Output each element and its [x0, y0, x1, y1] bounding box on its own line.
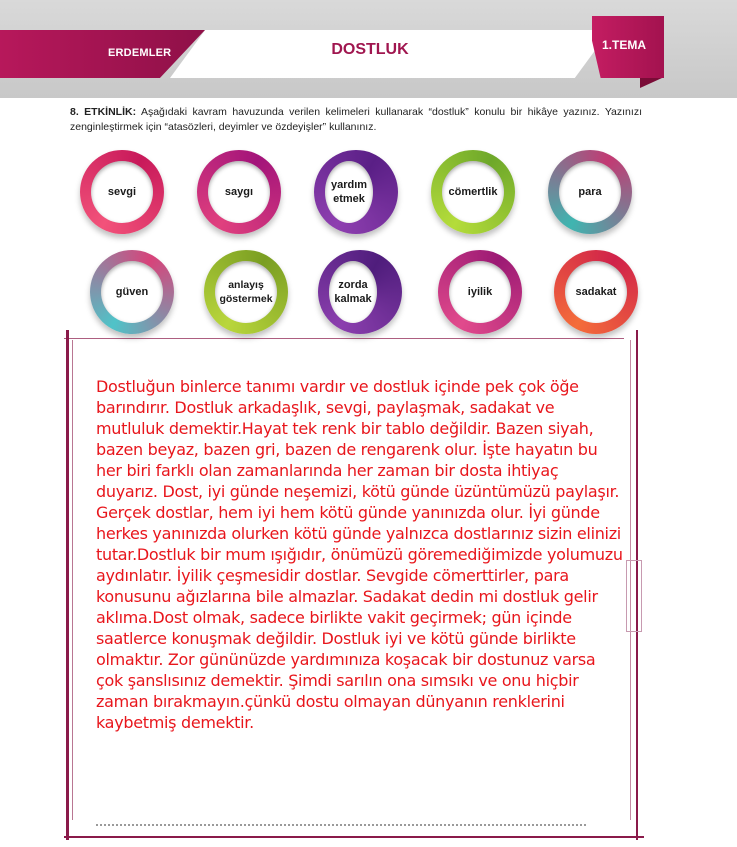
frame-top [64, 338, 624, 339]
story-text: Dostluğun binlerce tanımı vardır ve dostluk içinde pek çok öğe barındırır. Dostluk arkadaşlık, sevgi, paylaşmak, sadakat ve mutluluk demektir.Hayat tek renk bir tablo değildir. Bazen siyah, bazen beyaz, bazen gri, bazen de rengarenk olur. İşte hayatın bu her biri farklı olan zamanlarında her zaman bir dosta ihtiyaç duyarız. Dost, iyi günde neşemizi, kötü günde üzüntümüzü paylaşır. Gerçek dostlar, hem iyi hem kötü günde yanınızda olur. İyi günde herkes yanınızda olurken kötü günde yalnızca dostlarınız sizin elinizi tutar.Dostluk bir mum ışığıdır, önümüzü göremediğimizde yolumuzu aydınlatır. İyilik çeşmesidir dostlar. Sevgide cömerttirler, para konusunu ağızlarına bile almazlar. Sadakat dedin mi dostluk gelir aklıma.Dost olmak, sadece birlikte vakit geçirmek; gün içinde saatlerce konuşmak değildir. Dostluk iyi ve kötü günde birlikte olmaktır. Zor gününüzde yardımınıza koşacak bir dostunuz varsa çok şanslısınız demektir. Şimdi sarılın ona sımsıkı ve onu hiçbir zaman bırakmayın.çünkü dostu olmayan dünyanın renklerini kaybetmiş demektir. [96, 377, 623, 732]
concept-circle [80, 150, 164, 234]
concept-label: iyilik [449, 261, 511, 323]
concept-label: para [559, 161, 621, 223]
concept-circle [197, 150, 281, 234]
decorative-strip [626, 560, 642, 632]
writing-line [96, 824, 586, 826]
frame-left [66, 330, 69, 840]
page-title: DOSTLUK [331, 41, 409, 58]
concept-circle [204, 250, 288, 334]
concept-label: güven [101, 261, 163, 323]
activity-label: 8. ETKİNLİK: [70, 106, 137, 118]
frame-left-inner [72, 340, 73, 820]
concept-label: sadakat [565, 261, 627, 323]
concept-label: anlayış göstermek [215, 261, 277, 323]
concept-circle [431, 150, 515, 234]
concept-label: saygı [208, 161, 270, 223]
concept-label: cömertlik [442, 161, 504, 223]
section-label: ERDEMLER [108, 47, 172, 59]
concept-circle [318, 250, 402, 334]
concept-circle [548, 150, 632, 234]
activity-instructions [70, 105, 642, 135]
activity-text: Aşağıdaki kavram havuzunda verilen kelimeleri kullanarak “dostluk” konulu bir hikâye yazınız. Yazınızı zenginleştirmek için “atasözleri, deyimler ve özdeyişler” kullanınız. [70, 106, 642, 133]
concept-label: yardım etmek [325, 161, 373, 223]
concept-circle [438, 250, 522, 334]
concept-label: sevgi [91, 161, 153, 223]
theme-tab-label: 1.TEMA [602, 38, 647, 52]
concept-circle [314, 150, 398, 234]
concept-circle [90, 250, 174, 334]
concept-circle [554, 250, 638, 334]
frame-bottom [64, 836, 644, 838]
concept-label: zorda kalmak [329, 261, 377, 323]
